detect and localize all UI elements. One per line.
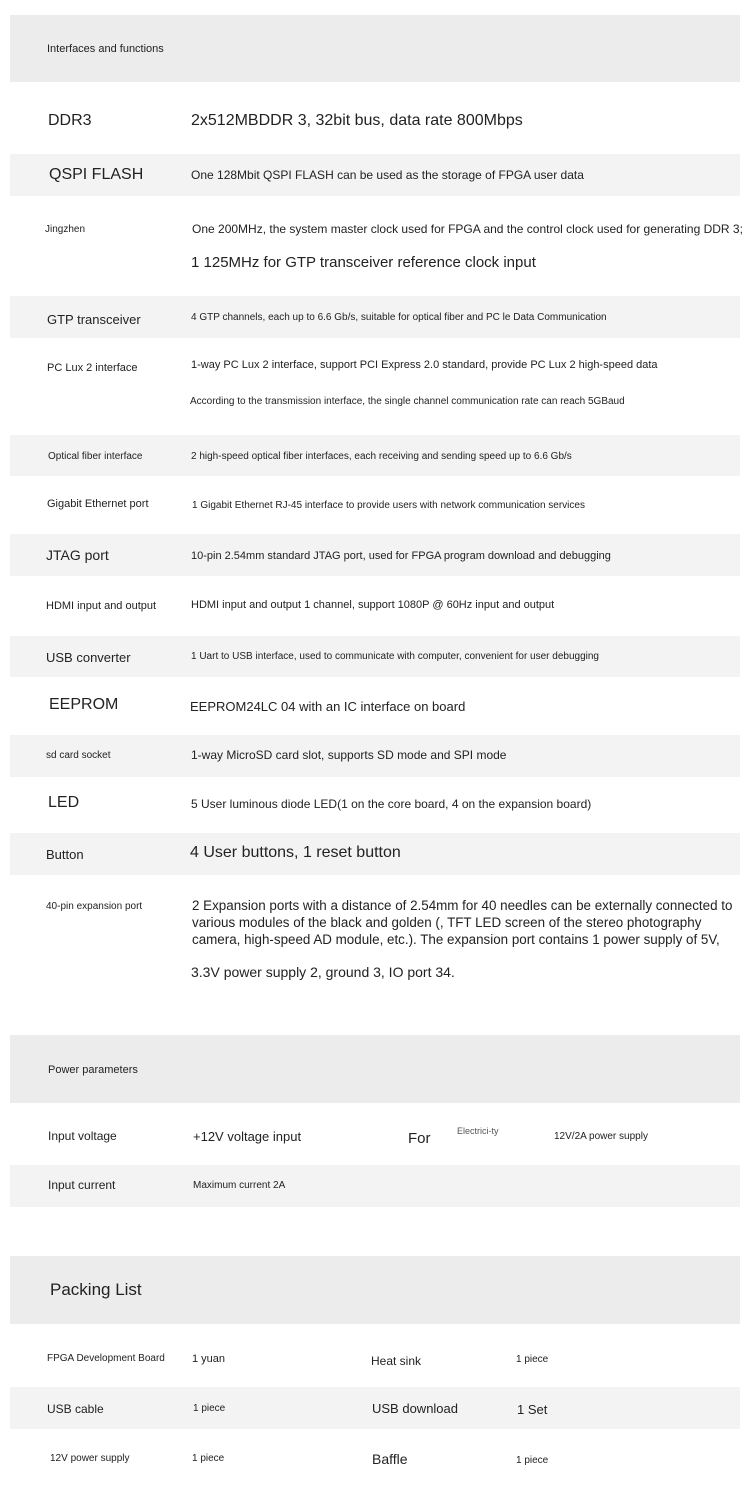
sd-label: sd card socket bbox=[46, 750, 111, 761]
input-current-value: Maximum current 2A bbox=[193, 1180, 286, 1191]
input-voltage-value: +12V voltage input bbox=[193, 1129, 302, 1144]
packing-qty-baffle: 1 piece bbox=[516, 1455, 549, 1466]
button-label: Button bbox=[46, 847, 84, 862]
usb-converter-desc: 1 Uart to USB interface, used to communicate with computer, convenient for user debugging bbox=[191, 651, 599, 662]
packing-item-usb-download: USB download bbox=[372, 1401, 458, 1416]
ethernet-desc: 1 Gigabit Ethernet RJ-45 interface to provide users with network communication services bbox=[192, 500, 585, 511]
usb-converter-label: USB converter bbox=[46, 650, 131, 665]
led-desc: 5 User luminous diode LED(1 on the core board, 4 on the expansion board) bbox=[191, 797, 592, 811]
qspi-label: QSPI FLASH bbox=[49, 166, 144, 183]
optical-label: Optical fiber interface bbox=[48, 451, 143, 462]
input-voltage-for: For bbox=[408, 1130, 431, 1147]
pclux-label: PC Lux 2 interface bbox=[47, 362, 138, 374]
expansion-label: 40-pin expansion port bbox=[46, 901, 143, 912]
packing-qty-heatsink: 1 piece bbox=[516, 1354, 549, 1365]
expansion-desc-1: 2 Expansion ports with a distance of 2.54mm for 40 needles can be externally connected to various modules of the black and golden (, TFT LED screen of the stereo photography camera, high-speed AD module, etc.). The expansion port contains 1 power supply of 5V, bbox=[192, 898, 733, 947]
jingzhen-desc-1: One 200MHz, the system master clock used for FPGA and the control clock used for generating DDR 3; bbox=[192, 222, 743, 236]
pclux-desc-2: According to the transmission interface, the single channel communication rate can reach 5GBaud bbox=[190, 396, 625, 407]
power-title: Power parameters bbox=[48, 1064, 138, 1076]
jingzhen-desc-2: 1 125MHz for GTP transceiver reference clock input bbox=[191, 254, 536, 271]
eeprom-desc: EEPROM24LC 04 with an IC interface on board bbox=[190, 699, 466, 714]
gtp-label: GTP transceiver bbox=[47, 312, 141, 327]
hdmi-desc: HDMI input and output 1 channel, support 1080P @ 60Hz input and output bbox=[191, 599, 555, 611]
packing-title: Packing List bbox=[50, 1280, 142, 1299]
button-desc: 4 User buttons, 1 reset button bbox=[190, 844, 401, 861]
packing-qty-power-supply: 1 piece bbox=[192, 1453, 225, 1464]
ddr3-label: DDR3 bbox=[48, 112, 92, 129]
jtag-label: JTAG port bbox=[46, 547, 109, 563]
led-label: LED bbox=[48, 794, 80, 811]
optical-desc: 2 high-speed optical fiber interfaces, each receiving and sending speed up to 6.6 Gb/s bbox=[191, 451, 572, 462]
eeprom-label: EEPROM bbox=[49, 696, 119, 713]
input-current-label: Input current bbox=[48, 1178, 116, 1192]
input-current-row bbox=[10, 1165, 740, 1207]
qspi-desc: One 128Mbit QSPI FLASH can be used as the storage of FPGA user data bbox=[191, 168, 584, 182]
interfaces-title: Interfaces and functions bbox=[47, 43, 164, 55]
hdmi-label: HDMI input and output bbox=[46, 600, 157, 612]
packing-item-baffle: Baffle bbox=[372, 1451, 408, 1467]
jtag-desc: 10-pin 2.54mm standard JTAG port, used for FPGA program download and debugging bbox=[191, 550, 611, 562]
ddr3-desc: 2x512MBDDR 3, 32bit bus, data rate 800Mbps bbox=[191, 112, 523, 129]
ethernet-label: Gigabit Ethernet port bbox=[47, 498, 149, 510]
packing-qty-usb-cable: 1 piece bbox=[193, 1403, 226, 1414]
expansion-desc-2: 3.3V power supply 2, ground 3, IO port 34. bbox=[191, 964, 455, 980]
packing-item-power-supply: 12V power supply bbox=[50, 1453, 130, 1464]
packing-qty-usb-download: 1 Set bbox=[517, 1402, 548, 1417]
packing-qty-board: 1 yuan bbox=[192, 1353, 226, 1365]
jingzhen-label: Jingzhen bbox=[45, 224, 86, 235]
pclux-desc-1: 1-way PC Lux 2 interface, support PCI Express 2.0 standard, provide PC Lux 2 high-speed data bbox=[191, 359, 658, 371]
packing-item-heatsink: Heat sink bbox=[371, 1354, 422, 1368]
input-voltage-label: Input voltage bbox=[48, 1129, 117, 1143]
input-voltage-electricity: Electrici-ty bbox=[457, 1126, 499, 1136]
packing-item-board: FPGA Development Board bbox=[47, 1353, 165, 1364]
gtp-desc: 4 GTP channels, each up to 6.6 Gb/s, suitable for optical fiber and PC le Data Communication bbox=[191, 312, 607, 323]
input-voltage-supply: 12V/2A power supply bbox=[554, 1131, 648, 1142]
packing-item-usb-cable: USB cable bbox=[47, 1402, 104, 1416]
sd-desc: 1-way MicroSD card slot, supports SD mode and SPI mode bbox=[191, 748, 507, 762]
